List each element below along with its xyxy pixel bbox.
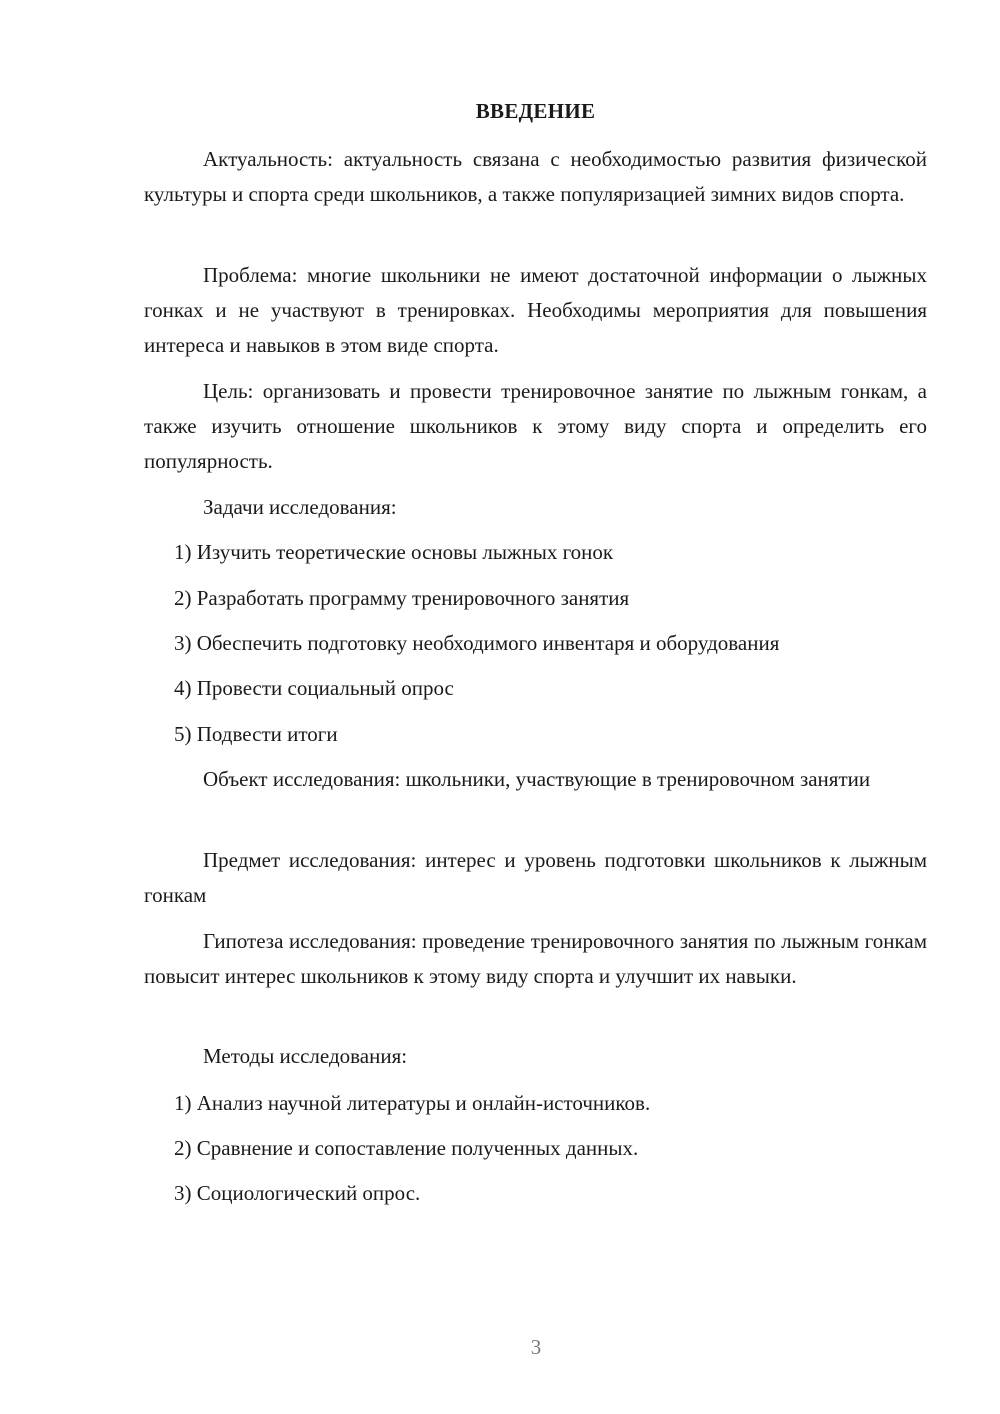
task-item-4: 4) Провести социальный опрос: [174, 676, 454, 700]
task-item-3: 3) Обеспечить подготовку необходимого инвентаря и оборудования: [174, 631, 780, 655]
method-item-2: 2) Сравнение и сопоставление полученных данных.: [174, 1136, 639, 1160]
problem-paragraph: Проблема: многие школьники не имеют достаточной информации о лыжных гонках и не участвуют в тренировках. Необходимы мероприятия для повышения интереса и навыков в этом виде спорта.: [144, 263, 927, 357]
subject-paragraph: Предмет исследования: интерес и уровень подготовки школьников к лыжным гонкам: [144, 848, 927, 907]
methods-heading: Методы исследования:: [203, 1044, 408, 1068]
section-title: ВВЕДЕНИЕ: [475, 99, 596, 123]
goal-paragraph: Цель: организовать и провести тренировочное занятие по лыжным гонкам, а также изучить отношение школьников к этому виду спорта и определить его популярность.: [144, 379, 927, 473]
tasks-heading: Задачи исследования:: [203, 495, 397, 519]
relevance-paragraph: Актуальность: актуальность связана с необходимостью развития физической культуры и спорта среди школьников, а также популяризацией зимних видов спорта.: [144, 147, 927, 206]
object-paragraph: Объект исследования: школьники, участвующие в тренировочном занятии: [203, 767, 871, 791]
page-number: 3: [530, 1335, 542, 1359]
hypothesis-paragraph: Гипотеза исследования: проведение тренировочного занятия по лыжным гонкам повысит интерес школьников к этому виду спорта и улучшит их навыки.: [144, 929, 927, 988]
method-item-1: 1) Анализ научной литературы и онлайн-источников.: [174, 1091, 651, 1115]
method-item-3: 3) Социологический опрос.: [174, 1181, 421, 1205]
task-item-5: 5) Подвести итоги: [174, 722, 338, 746]
task-item-2: 2) Разработать программу тренировочного занятия: [174, 586, 630, 610]
task-item-1: 1) Изучить теоретические основы лыжных гонок: [174, 540, 614, 564]
